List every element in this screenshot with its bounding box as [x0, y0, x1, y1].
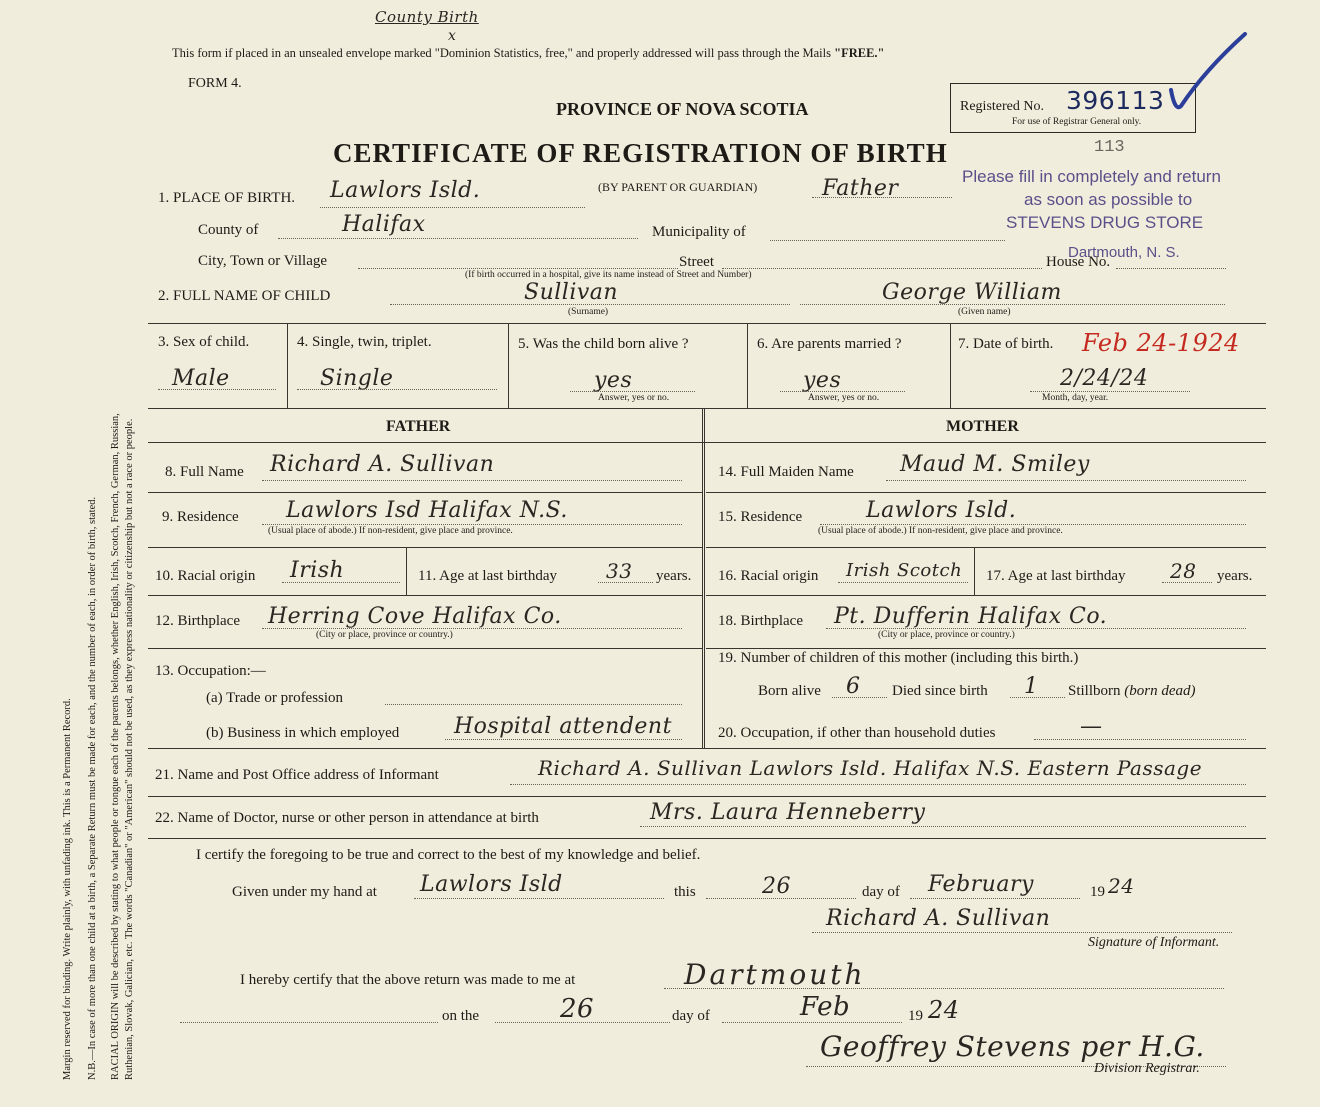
- informant-label: 21. Name and Post Office address of Informant: [155, 767, 439, 783]
- father-age: 33: [606, 559, 633, 583]
- mother-birthplace: Pt. Dufferin Halifax Co.: [834, 604, 1108, 629]
- father-residence-label: 9. Residence: [162, 509, 239, 525]
- city-label: City, Town or Village: [198, 253, 328, 269]
- mother-heading: MOTHER: [946, 418, 1019, 435]
- mother-name-label: 14. Full Maiden Name: [718, 464, 854, 480]
- side-note-nb: N.B.—In case of more than one child at a birth, a Separate Return must be made for each, and the number of each, in order of birth, stated.: [87, 496, 98, 1080]
- dob-value: 2/24/24: [1060, 366, 1149, 391]
- checkmark-icon: [1165, 30, 1250, 130]
- given-place: Lawlors Isld: [420, 872, 563, 897]
- side-note-racial-1: RACIAL ORIGIN will be described by stating to what people or tongue each of the parents belongs, whether English, Irish, Scotch, French, German, Russian,: [110, 413, 121, 1080]
- certificate-title: CERTIFICATE OF REGISTRATION OF BIRTH: [333, 138, 948, 168]
- mother-birthplace-caption: (City or place, province or country.): [878, 630, 1015, 640]
- father-birthplace-caption: (City or place, province or country.): [316, 630, 453, 640]
- given-year: 24: [1108, 874, 1135, 898]
- father-birthplace: Herring Cove Halifax Co.: [268, 604, 562, 629]
- married-value: yes: [803, 368, 842, 393]
- mother-residence-caption: (Usual place of abode.) If non-resident, give place and province.: [818, 526, 1063, 536]
- born-alive-label: Born alive: [758, 683, 821, 699]
- dob-red-note: Feb 24-1924: [1082, 329, 1240, 357]
- informant-signature: Richard A. Sullivan: [826, 906, 1051, 931]
- given-label: Given under my hand at: [232, 884, 377, 900]
- died-label: Died since birth: [892, 683, 988, 699]
- county-value: Halifax: [342, 212, 426, 237]
- registrar-signature: Geoffrey Stevens per H.G.: [820, 1030, 1205, 1063]
- doctor-value: Mrs. Laura Henneberry: [650, 800, 926, 825]
- county-label: County of: [198, 222, 259, 238]
- doctor-label: 22. Name of Doctor, nurse or other person in attendance at birth: [155, 810, 539, 826]
- registrar-statement: I hereby certify that the above return was made to me at: [240, 972, 576, 988]
- certify-statement: I certify the foregoing to be true and correct to the best of my knowledge and belief.: [196, 847, 701, 863]
- province-heading: PROVINCE OF NOVA SCOTIA: [556, 99, 809, 119]
- form-number: FORM 4.: [188, 76, 242, 91]
- father-residence: Lawlors Isd Halifax N.S.: [286, 498, 568, 523]
- children-label: 19. Number of children of this mother (including this birth.): [718, 650, 1079, 666]
- place-of-birth-label: 1. PLACE OF BIRTH.: [158, 190, 296, 206]
- mail-notice: This form if placed in an unsealed envelope marked "Dominion Statistics, free," and properly addressed will pass through the Mails "FREE.": [172, 46, 885, 60]
- died-value: 1: [1024, 674, 1039, 699]
- registrar-day-of: day of: [672, 1008, 710, 1024]
- registrar-use-note: For use of Registrar General only.: [1012, 117, 1142, 127]
- father-name: Richard A. Sullivan: [270, 452, 495, 477]
- registrar-place: Dartmouth: [684, 958, 866, 991]
- dob-caption: Month, day, year.: [1042, 393, 1109, 403]
- stamp-number: 113: [1094, 138, 1125, 157]
- registrar-day: 26: [560, 994, 595, 1024]
- father-business: Hospital attendent: [454, 714, 672, 739]
- sex-label: 3. Sex of child.: [158, 334, 250, 350]
- married-caption: Answer, yes or no.: [808, 393, 880, 403]
- mother-birthplace-label: 18. Birthplace: [718, 613, 803, 629]
- stamp-line-4: Dartmouth, N. S.: [1068, 244, 1180, 261]
- father-racial-label: 10. Racial origin: [155, 568, 256, 584]
- child-surname: Sullivan: [524, 280, 619, 305]
- stamp-line-3: STEVENS DRUG STORE: [1006, 213, 1204, 232]
- single-value: Single: [320, 366, 394, 391]
- surname-caption: (Surname): [568, 307, 609, 317]
- born-alive-value: 6: [846, 674, 861, 699]
- given-day: 26: [762, 874, 791, 899]
- by-parent-value: Father: [822, 176, 899, 201]
- street-label: Street: [679, 254, 714, 270]
- single-label: 4. Single, twin, triplet.: [297, 334, 432, 350]
- dob-label: 7. Date of birth.: [958, 336, 1054, 352]
- mother-age-label: 17. Age at last birthday: [986, 568, 1126, 584]
- signature-caption: Signature of Informant.: [1088, 935, 1220, 950]
- alive-caption: Answer, yes or no.: [598, 393, 670, 403]
- registered-label: Registered No.: [960, 99, 1044, 114]
- father-racial: Irish: [290, 558, 345, 583]
- county-birth-note: County Birth: [375, 8, 479, 26]
- by-parent-label: (BY PARENT OR GUARDIAN): [598, 180, 758, 194]
- registrar-year: 24: [928, 996, 960, 1024]
- father-name-label: 8. Full Name: [165, 464, 244, 480]
- father-occupation-label: 13. Occupation:—: [155, 663, 266, 679]
- child-given-name: George William: [882, 280, 1062, 305]
- given-caption: (Given name): [958, 307, 1011, 317]
- mother-years: years.: [1217, 568, 1253, 584]
- registrar-month: Feb: [800, 992, 851, 1022]
- stillborn-label: Stillborn (born dead): [1068, 683, 1196, 699]
- father-age-label: 11. Age at last birthday: [418, 568, 557, 584]
- business-label: (b) Business in which employed: [206, 725, 400, 741]
- stamp-line-1: Please fill in completely and return: [962, 167, 1221, 186]
- married-label: 6. Are parents married ?: [757, 336, 902, 352]
- municipality-label: Municipality of: [652, 224, 746, 240]
- father-heading: FATHER: [386, 418, 451, 435]
- father-birthplace-label: 12. Birthplace: [155, 613, 240, 629]
- registrar-year-prefix: 19: [908, 1008, 923, 1024]
- on-the-label: on the: [442, 1008, 480, 1024]
- mother-age: 28: [1170, 559, 1197, 583]
- mother-residence-label: 15. Residence: [718, 509, 803, 525]
- alive-value: yes: [594, 368, 633, 393]
- mother-racial-label: 16. Racial origin: [718, 568, 819, 584]
- given-month: February: [928, 872, 1034, 897]
- registrar-caption: Division Registrar.: [1094, 1061, 1200, 1076]
- child-name-label: 2. FULL NAME OF CHILD: [158, 288, 331, 304]
- year-prefix: 19: [1090, 884, 1105, 900]
- sex-value: Male: [172, 366, 230, 391]
- mother-residence: Lawlors Isld.: [866, 498, 1017, 523]
- mother-name: Maud M. Smiley: [900, 452, 1090, 477]
- mother-occupation-label: 20. Occupation, if other than household duties: [718, 725, 996, 741]
- place-of-birth-value: Lawlors Isld.: [330, 178, 481, 203]
- house-label: House No.: [1046, 254, 1111, 270]
- alive-label: 5. Was the child born alive ?: [518, 336, 689, 352]
- informant-value: Richard A. Sullivan Lawlors Isld. Halifax N.S. Eastern Passage: [538, 756, 1203, 780]
- this-label: this: [674, 884, 696, 900]
- hospital-note: (If birth occurred in a hospital, give its name instead of Street and Number): [465, 270, 752, 280]
- side-note-margin: Margin reserved for binding. Write plainly, with unfading ink. This is a Permanent Record.: [62, 698, 73, 1080]
- father-residence-caption: (Usual place of abode.) If non-resident, give place and province.: [268, 526, 513, 536]
- stamp-line-2: as soon as possible to: [1024, 190, 1193, 209]
- father-years: years.: [656, 568, 692, 584]
- x-mark: x: [448, 28, 457, 44]
- trade-label: (a) Trade or profession: [206, 690, 344, 706]
- day-of-label: day of: [862, 884, 900, 900]
- registered-number: 396113: [1066, 86, 1165, 115]
- side-note-racial-2: Ruthenian, Slovak, Galician, etc. The words "Canadian" or "American" should not be used, as they express nationality or citizenship but not a race or people.: [124, 418, 135, 1080]
- mother-occupation: —: [1080, 714, 1103, 739]
- mother-racial: Irish Scotch: [846, 560, 963, 581]
